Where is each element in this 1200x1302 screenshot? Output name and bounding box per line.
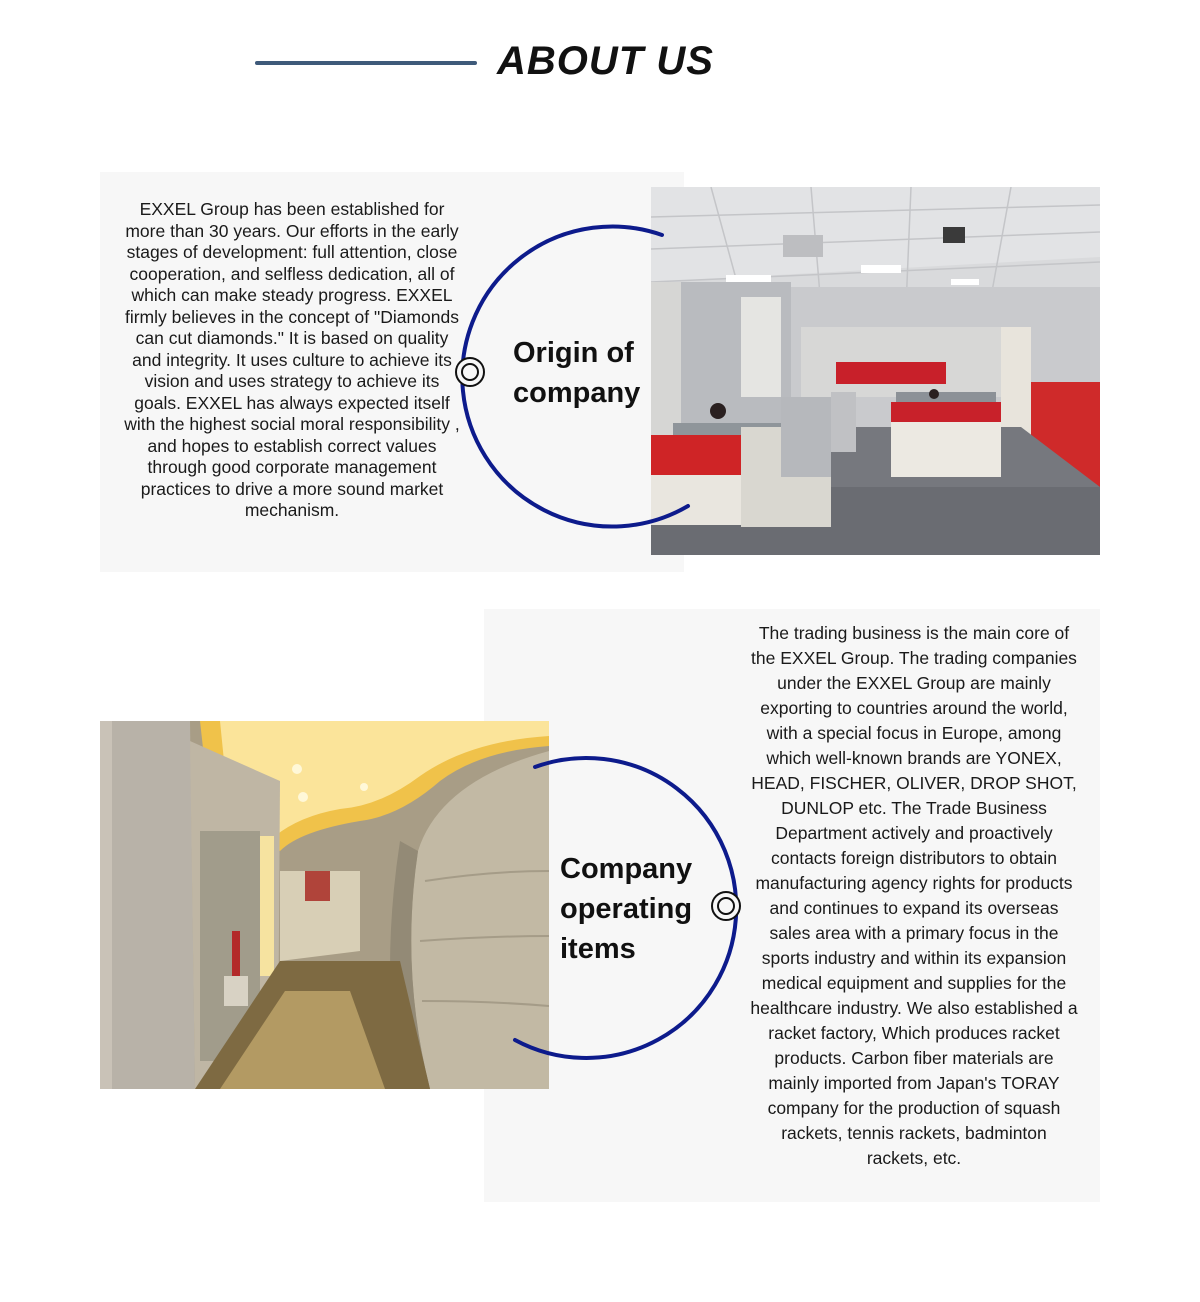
operating-items-section-title: Company operating items (560, 853, 693, 965)
header-accent-line (255, 61, 477, 65)
office-photo (651, 187, 1100, 555)
page-title: ABOUT US (497, 39, 714, 83)
origin-section-text: EXXEL Group has been established for more than 30 years. Our efforts in the early stages of development: full attention, close cooperation, and selfless dedication, all of which can make steady progress. EXXEL firmly believes in the concept of "Diamonds can cut diamonds." It is based on quality and integrity. It uses culture to achieve its vision and uses strategy to achieve its goals. EXXEL has always expected itself with the highest social moral responsibility , and hopes to establish correct values through good corporate management practices to drive a more sound market mechanism. (124, 199, 460, 520)
operating-items-section-text: The trading business is the main core of the EXXEL Group. The trading companies under the EXXEL Group are mainly exporting to countries around the world, with a special focus in Europe, among which well-known brands are YONEX, HEAD, FISCHER, OLIVER, DROP SHOT, DUNLOP etc. The Trade Business Department actively and proactively contacts foreign distributors to obtain manufacturing agency rights for products and continues to expand its overseas sales area with a primary focus in the sports industry and within its expansion medical equipment and supplies for the healthcare industry. We also established a racket factory, Which produces racket products. Carbon fiber materials are mainly imported from Japan's TORAY company for the production of squash rackets, tennis rackets, badminton rackets, etc. (750, 623, 1078, 1168)
origin-section-title: Origin of company (513, 337, 641, 409)
corridor-photo (100, 721, 549, 1089)
target-icon (455, 357, 485, 387)
target-icon (711, 891, 741, 921)
